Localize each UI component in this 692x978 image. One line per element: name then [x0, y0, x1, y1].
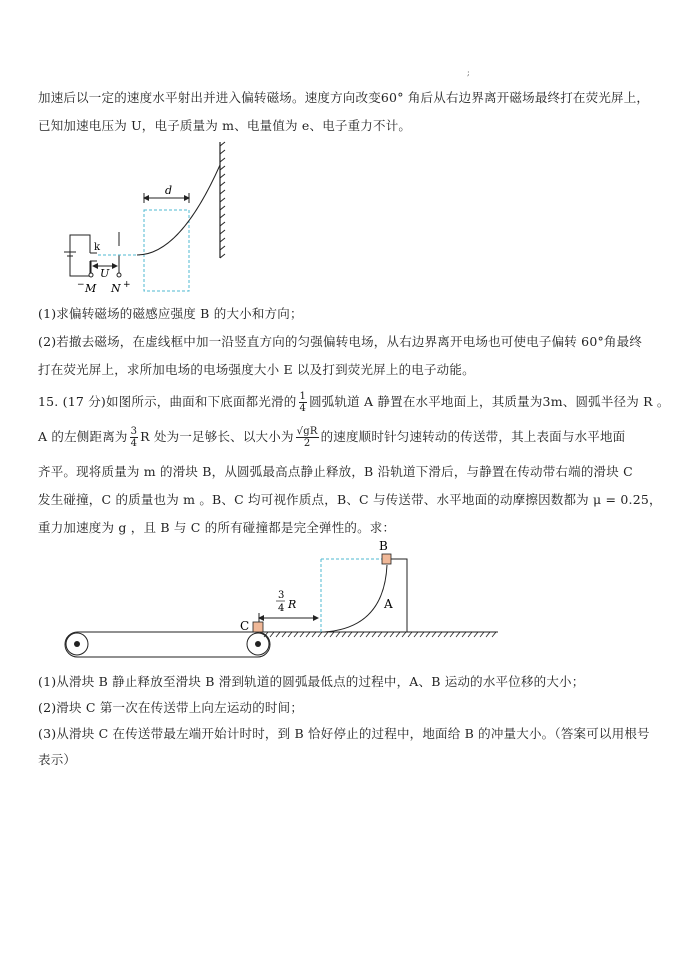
label-minus: − [77, 280, 85, 290]
den: 2 [303, 438, 311, 449]
text: 15. (17 分)如图所示，曲面和下底面都光滑的 [38, 394, 297, 409]
q15-part3-line2: 表示） [38, 752, 77, 767]
text: 的速度顺时针匀速转动的传送带，其上表面与水平地面 [320, 429, 626, 444]
field-region-box [144, 210, 189, 291]
dist-R: R [288, 598, 297, 611]
label-plus: + [123, 280, 131, 290]
q15-line1 [38, 391, 670, 414]
text: R 处为一足够长、以大小为 [140, 429, 294, 444]
fraction-speed [296, 426, 319, 449]
arc-track-A [324, 565, 387, 632]
battery-circuit [64, 232, 119, 276]
label-B: B [379, 539, 388, 553]
q15-part1: (1)从滑块 B 静止释放至滑块 B 滑到轨道的圆弧最低点的过程中，A、B 运动的水平位移的大小； [38, 674, 585, 689]
q15-line3: 齐平。现将质量为 m 的滑块 B，从圆弧最高点静止释放，B 沿轨道下滑后，与静置在传动带右端的滑块 C [38, 464, 633, 479]
den: 4 [299, 403, 307, 414]
ground-hatching [264, 632, 496, 637]
text: A 的左侧距离为 [38, 429, 128, 444]
label-k: k [94, 242, 101, 253]
q15-line5: 重力加速度为 g ，且 B 与 C 的所有碰撞都是完全弹性的。求： [38, 520, 396, 535]
fraction-quarter [299, 391, 308, 414]
den: 4 [130, 438, 138, 449]
label-d: d [165, 184, 173, 197]
q15-line2 [38, 426, 625, 449]
intro-line-2: 已知加速电压为 U，电子质量为 m、电量值为 e、电子重力不计。 [38, 118, 412, 133]
num: √gR [296, 426, 318, 437]
block-C [253, 622, 263, 632]
dist-den: 4 [278, 603, 285, 614]
pulley-right [247, 633, 269, 655]
block-B [382, 554, 391, 564]
pulley-left [66, 633, 88, 655]
num: 3 [130, 426, 138, 437]
label-U: U [100, 267, 110, 280]
dist-num: 3 [278, 590, 285, 601]
num: 1 [299, 391, 307, 402]
q14-part2-line2: 打在荧光屏上，求所加电场的电场强度大小 E 以及打到荧光屏上的电子动能。 [38, 362, 475, 377]
q15-part2: (2)滑块 C 第一次在传送带上向左运动的时间； [38, 700, 304, 715]
q15-part3-line1: (3)从滑块 C 在传送带最左端开始计时时，到 B 恰好停止的过程中，地面给 B 的冲量大小。（答案可以用根号 [38, 726, 650, 741]
label-M: M [85, 282, 97, 295]
label-N: N [111, 282, 121, 295]
page-mark: ; [467, 68, 470, 77]
label-A: A [384, 597, 393, 611]
q14-part1: (1)求偏转磁场的磁感应强度 B 的大小和方向； [38, 306, 303, 321]
fraction-three-quarters [130, 426, 139, 449]
q15-line4: 发生碰撞，C 的质量也为 m 。B、C 均可视作质点，B、C 与传送带、水平地面的动摩擦因数都为 μ = 0.25， [38, 492, 662, 507]
figure-conveyor-track [65, 539, 498, 657]
conveyor-belt [65, 632, 270, 657]
electron-trajectory [137, 165, 220, 255]
q14-part2-line1: (2)若撤去磁场，在虚线框中加一沿竖直方向的匀强偏转电场，从右边界离开电场也可使电子偏转 60°角最终 [38, 334, 643, 349]
label-C: C [240, 619, 250, 633]
intro-line-1: 加速后以一定的速度水平射出并进入偏转磁场。速度方向改变60° 角后从右边界离开磁场最终打在荧光屏上， [38, 90, 650, 105]
text: 圆弧轨道 A 静置在水平地面上，其质量为3m、圆弧半径为 R 。 [309, 394, 670, 409]
